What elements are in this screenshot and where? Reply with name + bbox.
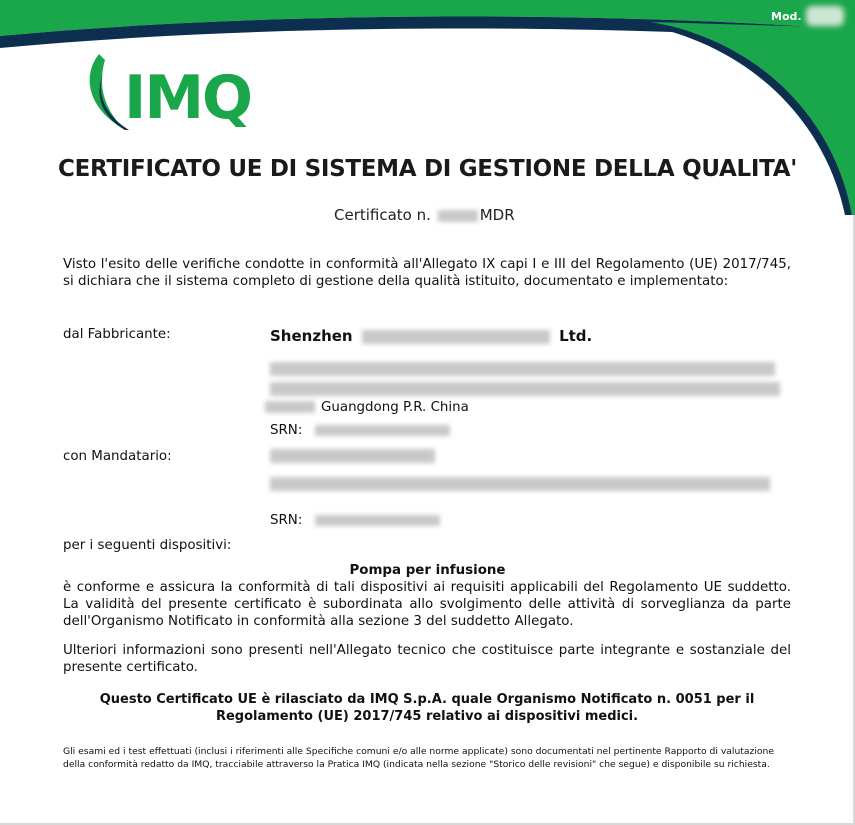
certificate-title: CERTIFICATO UE DI SISTEMA DI GESTIONE DELLA QUALITA'	[58, 156, 797, 182]
city-redacted	[265, 401, 315, 413]
manufacturer-name	[270, 327, 592, 345]
mod-redacted	[806, 6, 844, 26]
issued-by-statement: Questo Certificato UE è rilasciato da IMQ S.p.A. quale Organismo Notificato n. 0051 per il Regolamento (UE) 2017/745 relativo ai dispositivi medici.	[99, 692, 755, 724]
manufacturer-address-redacted	[270, 362, 780, 396]
manufacturer-name-suffix: Ltd.	[559, 327, 593, 345]
mod-label: Mod.	[771, 10, 802, 23]
representative-details-redacted	[270, 449, 770, 491]
manufacturer-name-redacted	[362, 330, 550, 344]
manufacturer-label: dal Fabbricante:	[63, 327, 171, 342]
manufacturer-city-line	[265, 400, 469, 415]
representative-label: con Mandatario:	[63, 449, 172, 464]
certificate-number-prefix: Certificato n.	[334, 206, 431, 224]
representative-srn	[270, 513, 440, 528]
certificate-number-redacted	[438, 210, 478, 222]
manufacturer-srn	[270, 423, 450, 438]
footnote: Gli esami ed i test effettuati (inclusi i riferimenti alle Specifiche comuni e/o alle norme applicate) sono documentati nel pertinente Rapporto di valutazione della conformità redatto da IMQ, tracciabile attraverso la Pratica IMQ (indicata nella sezione "Storico delle revisioni" che segue) e disponibile su richiesta.	[63, 746, 774, 770]
manufacturer-name-prefix: Shenzhen	[270, 327, 353, 345]
certificate-number	[334, 206, 515, 224]
manufacturer-city: Guangdong P.R. China	[321, 400, 469, 415]
intro-paragraph: Visto l'esito delle verifiche condotte in conformità all'Allegato IX capi I e III del Regolamento (UE) 2017/745, si dichiara che il sistema completo di gestione della qualità istituito, documentato e implementato:	[63, 257, 791, 289]
devices-label: per i seguenti dispositivi:	[63, 538, 232, 553]
conformity-paragraph: è conforme e assicura la conformità di tali dispositivi ai requisiti applicabili del Regolamento UE suddetto. La validità del presente certificato è subordinata allo svolgimento delle attività di sorveglianza da parte dell'Organismo Notificato in conformità alla sezione 3 del suddetto Allegato.	[63, 580, 791, 629]
representative-srn-redacted	[315, 515, 440, 526]
further-info-paragraph: Ulteriori informazioni sono presenti nell'Allegato tecnico che costituisce parte integrante e sostanziale del presente certificato.	[63, 643, 791, 675]
representative-srn-label: SRN:	[270, 513, 303, 528]
manufacturer-srn-label: SRN:	[270, 423, 303, 438]
imq-logo-text: IMQ	[124, 63, 252, 133]
product-name: Pompa per infusione	[349, 563, 506, 578]
manufacturer-srn-redacted	[315, 425, 450, 436]
certificate-number-suffix: MDR	[479, 206, 515, 224]
